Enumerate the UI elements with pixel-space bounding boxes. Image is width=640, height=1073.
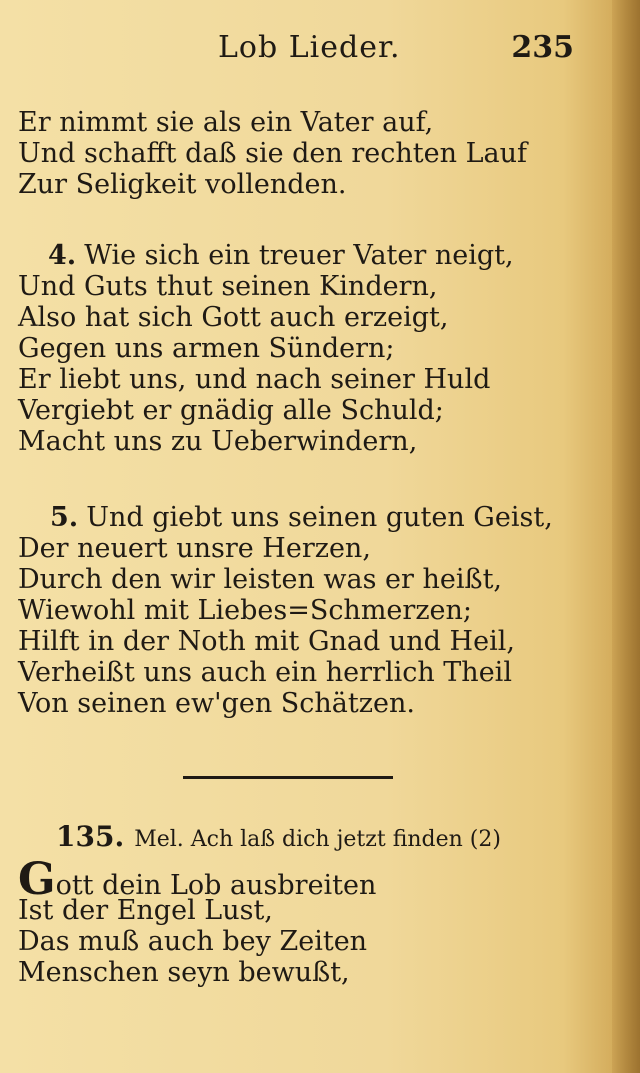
verse-line: Zur Seligkeit vollenden. (18, 169, 347, 200)
verse-line: Er liebt uns, und nach seiner Huld (18, 364, 491, 395)
verse-line: Gegen uns armen Sündern; (18, 333, 395, 364)
stanza-number: 5. (50, 502, 79, 533)
verse-line: Und Guts thut seinen Kindern, (18, 271, 438, 302)
verse-line: Er nimmt sie als ein Vater auf, (18, 107, 434, 138)
stanza-4 (18, 240, 588, 457)
verse-line (18, 854, 588, 905)
stanza-continuation (18, 107, 588, 200)
stanza-5 (18, 502, 588, 719)
verse-line (18, 502, 588, 533)
verse-line: Das muß auch bey Zeiten (18, 926, 368, 957)
verse-line: Vergiebt er gnädig alle Schuld; (18, 395, 444, 426)
hymn-135-stanza (18, 854, 588, 988)
running-head: Lob Lieder. (218, 30, 401, 65)
page-number: 235 (511, 30, 574, 65)
verse-line: Hilft in der Noth mit Gnad und Heil, (18, 626, 515, 657)
hymn-number: 135. (56, 820, 125, 853)
verse-line: Macht uns zu Ueberwindern, (18, 426, 418, 457)
verse-line: Von seinen ew'gen Schätzen. (18, 688, 415, 719)
page-header (0, 28, 600, 68)
verse-text: ott dein Lob ausbreiten (55, 870, 377, 901)
verse-line: Ist der Engel Lust, (18, 895, 273, 926)
section-divider (183, 776, 393, 779)
drop-cap: G (18, 854, 56, 905)
verse-line (18, 240, 588, 271)
verse-line: Also hat sich Gott auch erzeigt, (18, 302, 449, 333)
verse-line: Und schafft daß sie den rechten Lauf (18, 138, 527, 169)
verse-line: Menschen seyn bewußt, (18, 957, 350, 988)
verse-line: Wiewohl mit Liebes=Schmerzen; (18, 595, 473, 626)
verse-text: Und giebt uns seinen guten Geist, (86, 502, 553, 533)
hymn-heading (56, 820, 501, 857)
stanza-number: 4. (48, 240, 77, 271)
verse-text: Wie sich ein treuer Vater neigt, (84, 240, 514, 271)
verse-line: Verheißt uns auch ein herrlich Theil (18, 657, 512, 688)
page-edge (612, 0, 640, 1073)
verse-line: Der neuert unsre Herzen, (18, 533, 371, 564)
verse-line: Durch den wir leisten was er heißt, (18, 564, 502, 595)
tune-indication: Mel. Ach laß dich jetzt finden (2) (134, 827, 501, 852)
